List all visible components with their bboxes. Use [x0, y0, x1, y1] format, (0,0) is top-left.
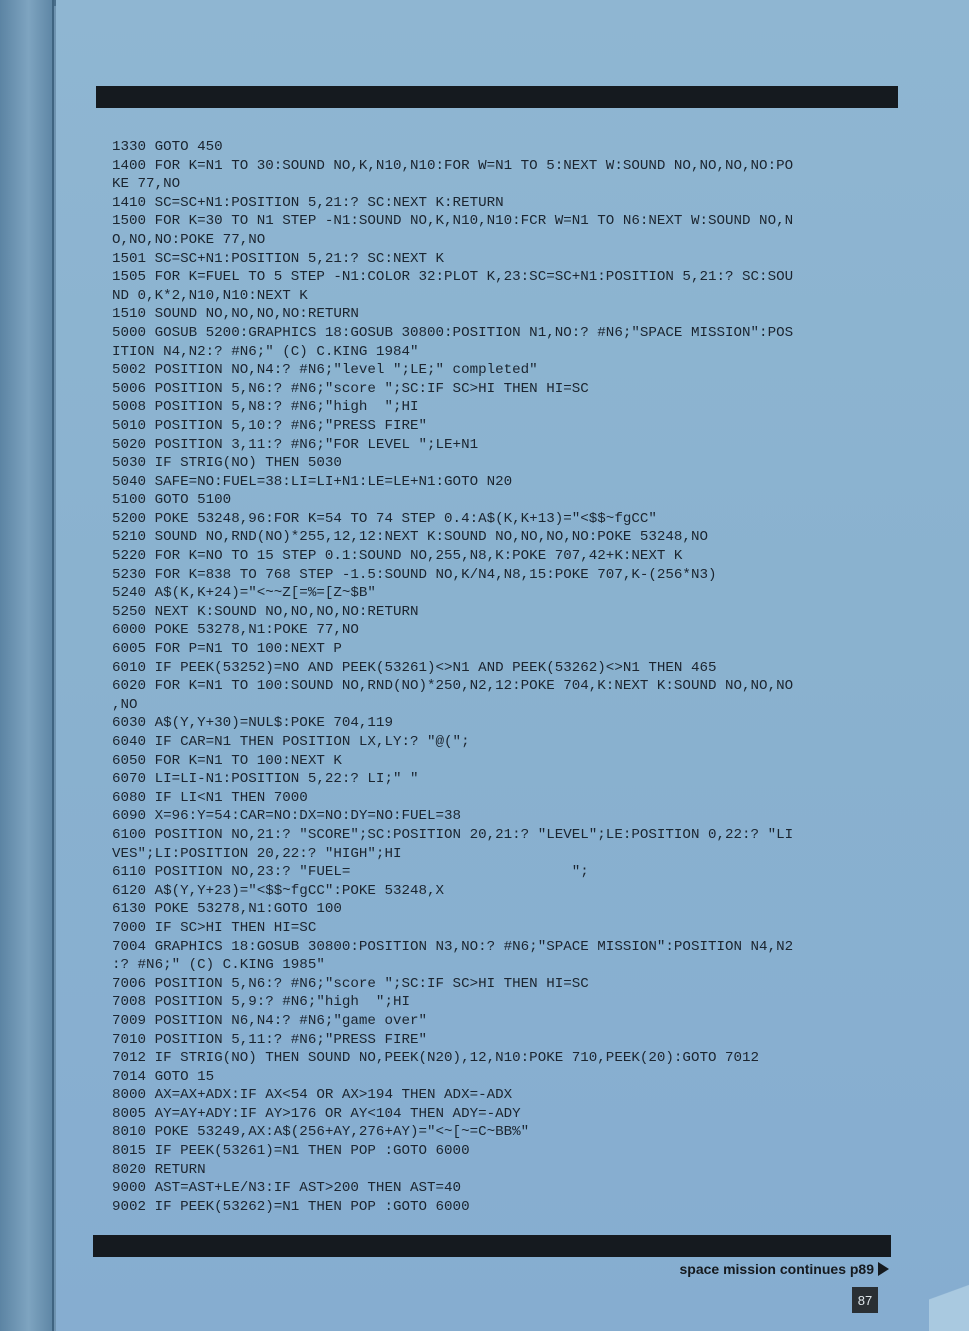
code-line: 1330 GOTO 450	[112, 139, 223, 155]
continues-text: space mission continues p89	[679, 1261, 874, 1277]
code-line: 6110 POSITION NO,23:? "FUEL= ";	[112, 864, 589, 881]
code-line: 6090 X=96:Y=54:CAR=NO:DX=NO:DY=NO:FUEL=38	[112, 808, 462, 825]
code-line: 6020 FOR K=N1 TO 100:SOUND NO,RND(NO)*250,N2,12:POKE 704,K:NEXT K:SOUND NO,NO,NO	[112, 678, 794, 695]
code-line: 7012 IF STRIG(NO) THEN SOUND NO,PEEK(N20),12,N10:POKE 710,PEEK(20):GOTO 7012	[112, 1050, 760, 1067]
code-line: 8005 AY=AY+ADY:IF AY>176 OR AY<104 THEN ADY=-ADY	[112, 1105, 521, 1122]
code-line: 5002 POSITION NO,N4:? #N6;"level ";LE;" completed"	[112, 362, 538, 379]
code-line: 8010 POKE 53249,AX:A$(256+AY,276+AY)="<~[~=C~BB%"	[112, 1124, 530, 1141]
code-line: 5020 POSITION 3,11:? #N6;"FOR LEVEL ";LE+N1	[112, 436, 479, 453]
code-line: 1500 FOR K=30 TO N1 STEP -N1:SOUND NO,K,N10,N10:FCR W=N1 TO N6:NEXT W:SOUND NO,N	[112, 213, 794, 230]
code-line: 6005 FOR P=N1 TO 100:NEXT P	[112, 641, 342, 658]
code-line: 6120 A$(Y,Y+23)="<$$~fgCC":POKE 53248,X	[112, 882, 445, 899]
code-line: 5220 FOR K=NO TO 15 STEP 0.1:SOUND NO,255,N8,K:POKE 707,42+K:NEXT K	[112, 548, 683, 565]
code-line: 6030 A$(Y,Y+30)=NUL$:POKE 704,119	[112, 715, 393, 732]
code-line: 6050 FOR K=N1 TO 100:NEXT K	[112, 752, 342, 769]
code-line: 7008 POSITION 5,9:? #N6;"high ";HI	[112, 994, 410, 1011]
code-line: 5240 A$(K,K+24)="<~~Z[=%=[Z~$B"	[112, 585, 376, 602]
code-line: 1410 SC=SC+N1:POSITION 5,21:? SC:NEXT K:RETURN	[112, 194, 504, 211]
code-line: VES";LI:POSITION 20,22:? "HIGH";HI	[112, 845, 402, 862]
code-line: 7010 POSITION 5,11:? #N6;"PRESS FIRE"	[112, 1031, 428, 1048]
page-corner	[929, 1261, 969, 1331]
code-line: 5006 POSITION 5,N6:? #N6;"score ";SC:IF SC>HI THEN HI=SC	[112, 380, 589, 397]
code-line: O,NO,NO:POKE 77,NO	[112, 231, 266, 248]
code-line: 5040 SAFE=NO:FUEL=38:LI=LI+N1:LE=LE+N1:GOTO N20	[112, 473, 513, 490]
code-line: 8000 AX=AX+ADX:IF AX<54 OR AX>194 THEN ADX=-ADX	[112, 1087, 513, 1104]
code-line: 6080 IF LI<N1 THEN 7000	[112, 789, 308, 806]
code-line: 6070 LI=LI-N1:POSITION 5,22:? LI;" "	[112, 771, 419, 788]
code-line: 5250 NEXT K:SOUND NO,NO,NO,NO:RETURN	[112, 603, 419, 620]
code-line: 7014 GOTO 15	[112, 1068, 215, 1085]
basic-listing	[112, 138, 882, 1216]
code-line: 1505 FOR K=FUEL TO 5 STEP -N1:COLOR 32:PLOT K,23:SC=SC+N1:POSITION 5,21:? SC:SOU	[112, 269, 794, 286]
code-line: 6000 POKE 53278,N1:POKE 77,NO	[112, 622, 359, 639]
continues-note	[679, 1261, 889, 1277]
code-line: 1400 FOR K=N1 TO 30:SOUND NO,K,N10,N10:FOR W=N1 TO 5:NEXT W:SOUND NO,NO,NO,NO:PO	[112, 157, 794, 174]
code-line: 9002 IF PEEK(53262)=N1 THEN POP :GOTO 6000	[112, 1198, 470, 1215]
code-line: 8020 RETURN	[112, 1161, 206, 1178]
code-line: 9000 AST=AST+LE/N3:IF AST>200 THEN AST=40	[112, 1180, 462, 1197]
code-line: 5000 GOSUB 5200:GRAPHICS 18:GOSUB 30800:POSITION N1,NO:? #N6;"SPACE MISSION":POS	[112, 324, 794, 341]
page-number: 87	[852, 1287, 878, 1313]
code-line: 5010 POSITION 5,10:? #N6;"PRESS FIRE"	[112, 417, 428, 434]
code-line: 5230 FOR K=838 TO 768 STEP -1.5:SOUND NO,K/N4,N8,15:POKE 707,K-(256*N3)	[112, 566, 717, 583]
code-line: 6010 IF PEEK(53252)=NO AND PEEK(53261)<>N1 AND PEEK(53262)<>N1 THEN 465	[112, 659, 717, 676]
code-line: 7000 IF SC>HI THEN HI=SC	[112, 919, 317, 936]
code-line: 5200 POKE 53248,96:FOR K=54 TO 74 STEP 0.4:A$(K,K+13)="<$$~fgCC"	[112, 510, 657, 527]
code-line: 6040 IF CAR=N1 THEN POSITION LX,LY:? "@(";	[112, 734, 470, 750]
code-line: 6100 POSITION NO,21:? "SCORE";SC:POSITION 20,21:? "LEVEL";LE:POSITION 0,22:? "LI	[112, 826, 794, 843]
code-line: ,NO	[112, 696, 138, 713]
code-line: 5030 IF STRIG(NO) THEN 5030	[112, 455, 342, 472]
code-line: 5210 SOUND NO,RND(NO)*255,12,12:NEXT K:SOUND NO,NO,NO,NO:POKE 53248,NO	[112, 529, 708, 546]
code-line: 8015 IF PEEK(53261)=N1 THEN POP :GOTO 6000	[112, 1143, 470, 1160]
code-line: 7006 POSITION 5,N6:? #N6;"score ";SC:IF SC>HI THEN HI=SC	[112, 975, 589, 992]
bottom-rule-bar	[93, 1235, 891, 1257]
code-line: ND 0,K*2,N10,N10:NEXT K	[112, 287, 308, 304]
top-rule-bar	[96, 86, 898, 108]
code-line: 7009 POSITION N6,N4:? #N6;"game over"	[112, 1012, 428, 1029]
code-line: 1501 SC=SC+N1:POSITION 5,21:? SC:NEXT K	[112, 250, 445, 267]
left-page-edge	[0, 0, 54, 1331]
right-arrow-icon	[878, 1262, 889, 1276]
code-line: 5100 GOTO 5100	[112, 492, 232, 509]
code-line: ITION N4,N2:? #N6;" (C) C.KING 1984"	[112, 343, 419, 360]
code-line: 1510 SOUND NO,NO,NO,NO:RETURN	[112, 306, 359, 323]
code-line: 6130 POKE 53278,N1:GOTO 100	[112, 901, 342, 918]
code-line: 5008 POSITION 5,N8:? #N6;"high ";HI	[112, 399, 419, 416]
code-line: 7004 GRAPHICS 18:GOSUB 30800:POSITION N3,NO:? #N6;"SPACE MISSION":POSITION N4,N2	[112, 938, 794, 955]
code-line: :? #N6;" (C) C.KING 1985"	[112, 957, 325, 974]
code-line: KE 77,NO	[112, 176, 181, 193]
